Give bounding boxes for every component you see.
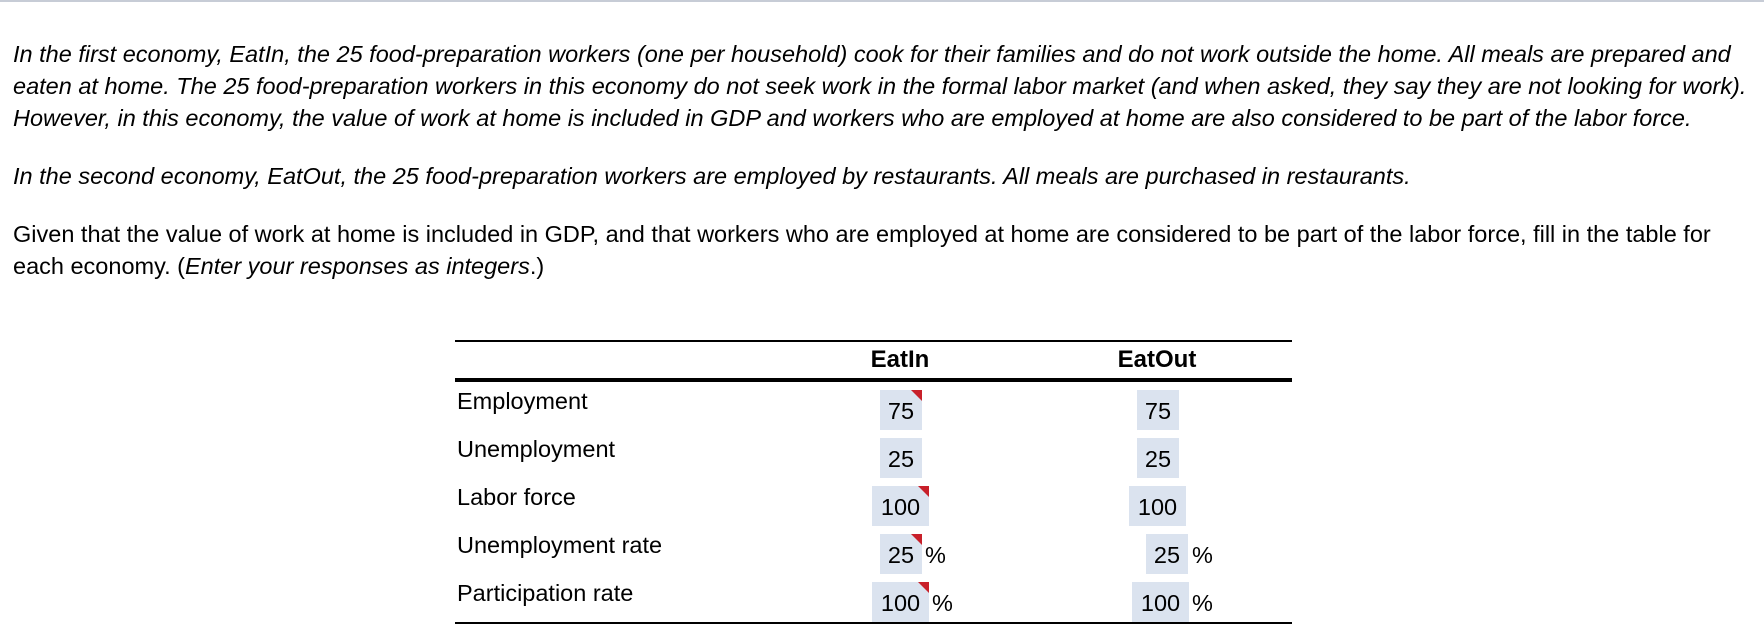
question-text (13, 38, 1753, 282)
table-row-unemployment-rate (455, 526, 1292, 574)
answer-box-eatin-employment[interactable] (880, 390, 922, 430)
row-label: Unemployment rate (457, 532, 663, 558)
answer-value: 100 (880, 494, 921, 520)
table-row-unemployment (455, 430, 1292, 478)
answer-value: 100 (880, 590, 921, 616)
answer-value: 100 (1137, 494, 1178, 520)
column-header-eatout: EatOut (1117, 346, 1197, 373)
answer-value: 25 (887, 446, 915, 472)
answer-value: 25 (1144, 446, 1172, 472)
percent-unit: % (925, 542, 946, 568)
table-header-row (455, 342, 1292, 378)
row-label: Employment (457, 388, 588, 414)
answer-box-eatout-unemployment[interactable] (1137, 438, 1179, 478)
table-row-participation-rate (455, 574, 1292, 622)
scenario-paragraph-eatin: In the first economy, EatIn, the 25 food-preparation workers (one per household) cook for their families and do not work outside the home. All meals are prepared and eaten at home. The 25 food-preparation workers in this economy do not seek work in the formal labor market (and when asked, they say they are not looking for work). However, in this economy, the value of work at home is included in GDP and workers who are employed at home are also considered to be part of the labor force. (13, 41, 1747, 131)
column-header-eatin: EatIn (870, 346, 930, 373)
answer-box-eatout-employment[interactable] (1137, 390, 1179, 430)
incorrect-flag-icon (918, 582, 929, 593)
top-divider (0, 0, 1764, 2)
answer-value: 25 (1153, 542, 1181, 568)
instruction-text: Given that the value of work at home is included in GDP, and that workers who are employed at home are considered to be part of the labor force, fill in the table for each economy. ( (13, 221, 1711, 279)
answer-box-eatout-labor-force[interactable] (1129, 486, 1186, 526)
row-label: Labor force (457, 484, 576, 510)
table-row-employment (455, 382, 1292, 430)
instruction-end: .) (529, 253, 545, 279)
percent-unit: % (932, 590, 953, 616)
scenario-paragraph-eatout: In the second economy, EatOut, the 25 food-preparation workers are employed by restaurants. All meals are purchased in restaurants. (13, 163, 1411, 189)
incorrect-flag-icon (911, 534, 922, 545)
table-row-labor-force (455, 478, 1292, 526)
instruction-paragraph (13, 218, 1753, 282)
answer-value: 100 (1140, 590, 1181, 616)
table-bottom-rule (455, 622, 1292, 624)
answer-box-eatout-unemployment-rate[interactable] (1146, 534, 1188, 574)
instruction-hint: Enter your responses as integers (184, 253, 530, 279)
incorrect-flag-icon (911, 390, 922, 401)
answer-value: 75 (1144, 398, 1172, 424)
answer-table (455, 340, 1292, 624)
percent-unit: % (1192, 542, 1213, 568)
percent-unit: % (1192, 590, 1213, 616)
answer-box-eatin-unemployment-rate[interactable] (880, 534, 922, 574)
answer-box-eatout-participation-rate[interactable] (1132, 582, 1189, 622)
incorrect-flag-icon (918, 486, 929, 497)
answer-value: 25 (887, 542, 915, 568)
row-label: Unemployment (457, 436, 616, 462)
answer-box-eatin-participation-rate[interactable] (872, 582, 929, 622)
answer-value: 75 (887, 398, 915, 424)
answer-box-eatin-unemployment[interactable] (880, 438, 922, 478)
row-label: Participation rate (457, 580, 634, 606)
answer-box-eatin-labor-force[interactable] (872, 486, 929, 526)
